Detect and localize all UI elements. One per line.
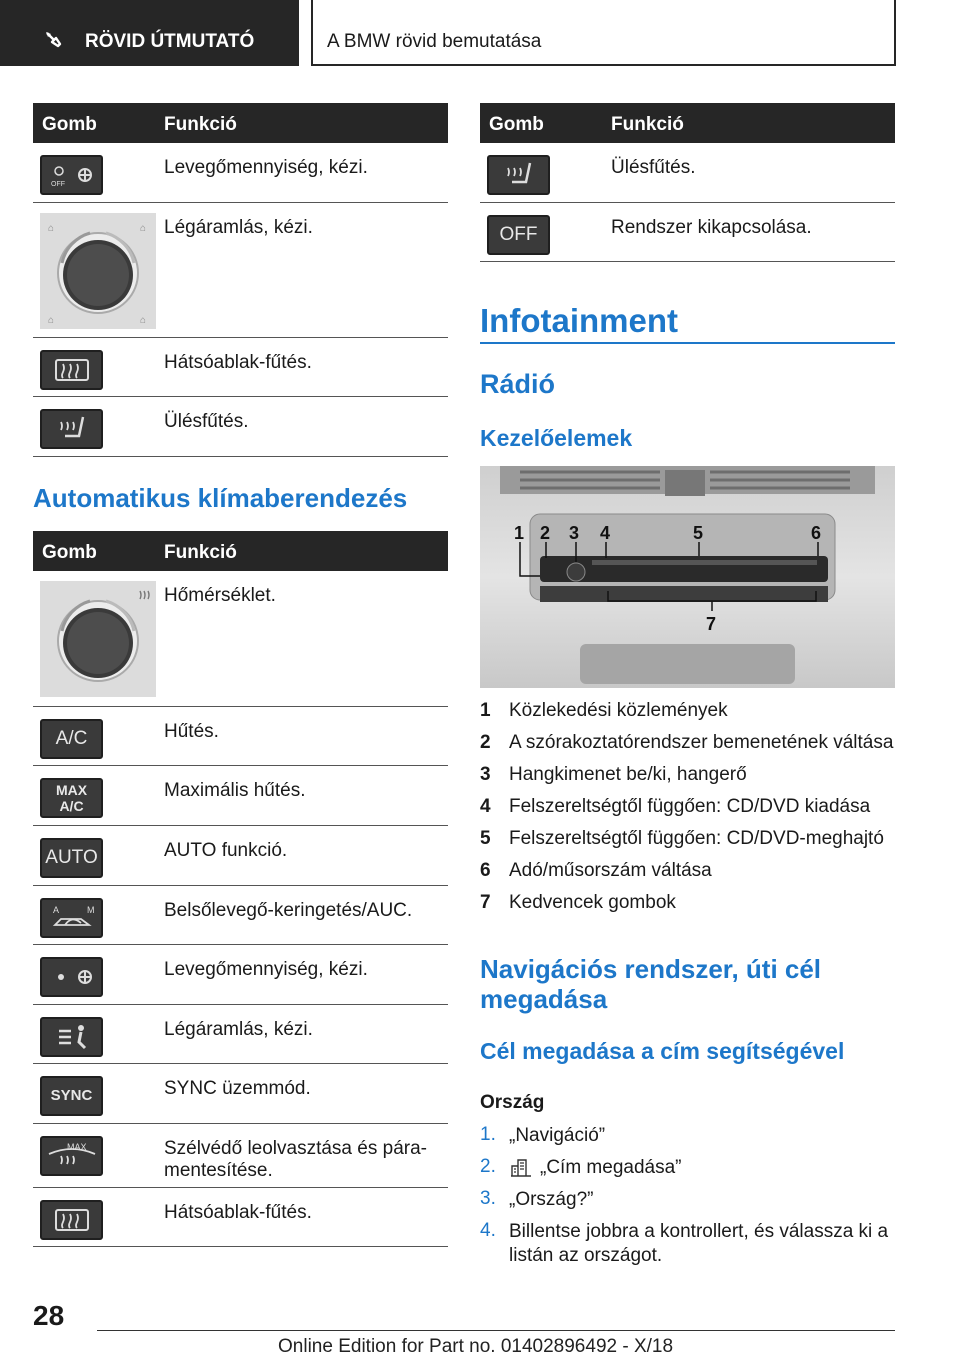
address-building-icon [509, 1156, 533, 1178]
infotainment-heading: Infotainment [480, 302, 678, 339]
col-button: Gomb [489, 114, 544, 135]
svg-text:M: M [86, 905, 94, 915]
function-text: Levegőmennyiség, kézi. [164, 959, 368, 980]
controls-legend [480, 700, 900, 924]
callout-4: 4 [600, 523, 611, 543]
seat-heat-icon [40, 409, 103, 449]
function-text: Hátsóablak-fűtés. [164, 1202, 312, 1223]
temperature-knob-icon [40, 581, 156, 697]
callout-1: 1 [514, 523, 525, 543]
callout-2: 2 [540, 523, 551, 543]
rear-window-heat-icon [40, 1200, 103, 1240]
off-button-icon: OFF [487, 215, 550, 255]
callout-6: 6 [811, 523, 822, 543]
list-item: 6 Adó/műsorszám váltása [480, 860, 712, 881]
table-row [33, 203, 448, 338]
table-row [33, 766, 448, 826]
function-text: Levegőmennyiség, kézi. [164, 157, 368, 178]
table-row [33, 338, 448, 397]
svg-text:A: A [52, 905, 59, 915]
function-text: Légáramlás, kézi. [164, 217, 313, 238]
function-text: Ülésfűtés. [164, 411, 249, 432]
radio-heading: Rádió [480, 369, 556, 399]
table-row [33, 571, 448, 707]
list-item: 1. „Navigáció” [480, 1124, 606, 1146]
seat-heat-icon [487, 155, 550, 195]
col-function: Funkció [611, 114, 684, 135]
function-text: SYNC üzemmód. [164, 1078, 311, 1099]
page-number: 28 [33, 1300, 65, 1331]
table-row [33, 143, 448, 203]
col-function: Funkció [164, 114, 237, 135]
manual-climate-table-cont [480, 103, 895, 262]
function-text: Hűtés. [164, 721, 219, 742]
svg-text:⌂: ⌂ [140, 315, 147, 326]
auto-climate-heading: Automatikus klímaberendezés [33, 483, 408, 513]
col-button: Gomb [42, 542, 97, 563]
air-distribution-knob-icon [40, 213, 156, 329]
list-item: 5 Felszereltségtől függően: CD/DVD-meghajtó [480, 828, 884, 849]
svg-text:MAX: MAX [66, 1142, 87, 1152]
chapter-title: A BMW rövid bemutatása [327, 31, 542, 52]
list-item: 3. „Ország?” [480, 1188, 594, 1210]
list-item: 2 A szórakoztatórendszer bemenetének váltása [480, 732, 894, 753]
svg-text:OFF: OFF [50, 181, 65, 188]
callout-5: 5 [693, 523, 704, 543]
heading-rule [480, 342, 895, 344]
svg-text:⌂: ⌂ [48, 315, 55, 326]
table-row [33, 707, 448, 766]
max-ac-button-icon: MAX A/C [40, 778, 103, 818]
auto-button-icon: AUTO [40, 838, 103, 878]
list-item: 2. „Cím megadása” [480, 1156, 682, 1178]
col-button: Gomb [42, 114, 97, 135]
table-row [33, 397, 448, 457]
function-text: Maximális hűtés. [164, 780, 306, 801]
list-item: 3 Hangkimenet be/ki, hangerő [480, 764, 747, 785]
recirculation-icon [40, 898, 103, 938]
function-text: Hátsóablak-fűtés. [164, 352, 312, 373]
table-row [33, 1064, 448, 1124]
table-header [33, 103, 448, 143]
list-item: 7 Kedvencek gombok [480, 892, 676, 913]
section-tab [0, 0, 299, 66]
section-label: RÖVID ÚTMUTATÓ [85, 31, 255, 52]
table-header [480, 103, 895, 143]
radio-controls-photo [480, 466, 895, 688]
function-text: Ülésfűtés. [611, 157, 696, 178]
svg-text:⌂: ⌂ [48, 223, 55, 234]
navigation-heading: Navigációs rendszer, úti cél megadása [480, 954, 822, 1014]
list-item: 4 Felszereltségtől függően: CD/DVD kiadása [480, 796, 871, 817]
wrench-arrow-icon [44, 30, 62, 48]
callout-7: 7 [706, 614, 717, 634]
fan-off-button-icon [40, 155, 103, 195]
manual-climate-table [33, 103, 448, 457]
steps-list [480, 1124, 900, 1272]
table-row [33, 886, 448, 945]
air-distribution-icon [40, 1017, 103, 1057]
table-header [33, 531, 448, 571]
destination-subheading: Cél megadása a cím segítségével [480, 1038, 845, 1064]
chapter-title-box [311, 0, 896, 66]
table-row [33, 1005, 448, 1064]
controls-heading: Kezelőelemek [480, 425, 633, 451]
auto-climate-table [33, 531, 448, 1247]
function-text: Rendszer kikapcsolása. [611, 217, 812, 238]
col-function: Funkció [164, 542, 237, 563]
footer-rule [97, 1330, 895, 1331]
function-text: Szélvédő leolvasztása és pára- mentesítése. [164, 1138, 427, 1181]
sync-button-icon: SYNC [40, 1076, 103, 1116]
edition-text: Online Edition for Part no. 01402896492 - X/18 [278, 1336, 674, 1357]
function-text: Hőmérséklet. [164, 585, 276, 606]
ac-button-icon: A/C [40, 719, 103, 759]
country-heading: Ország [480, 1092, 545, 1113]
table-row [33, 826, 448, 886]
svg-text:⌂: ⌂ [140, 223, 147, 234]
table-row [33, 945, 448, 1005]
callout-3: 3 [569, 523, 580, 543]
rear-window-heat-icon [40, 350, 103, 390]
list-item: 4. Billentse jobbra a kontrollert, és válassza ki a listán az országot. [480, 1220, 889, 1266]
function-text: AUTO funkció. [164, 840, 288, 861]
table-row [480, 203, 895, 262]
table-row [33, 1124, 448, 1188]
table-row [33, 1188, 448, 1247]
fan-icon [40, 957, 103, 997]
table-row [480, 143, 895, 203]
function-text: Légáramlás, kézi. [164, 1019, 313, 1040]
function-text: Belsőlevegő-keringetés/AUC. [164, 900, 413, 921]
list-item: 1 Közlekedési közlemények [480, 700, 728, 721]
max-defrost-icon [40, 1136, 103, 1176]
